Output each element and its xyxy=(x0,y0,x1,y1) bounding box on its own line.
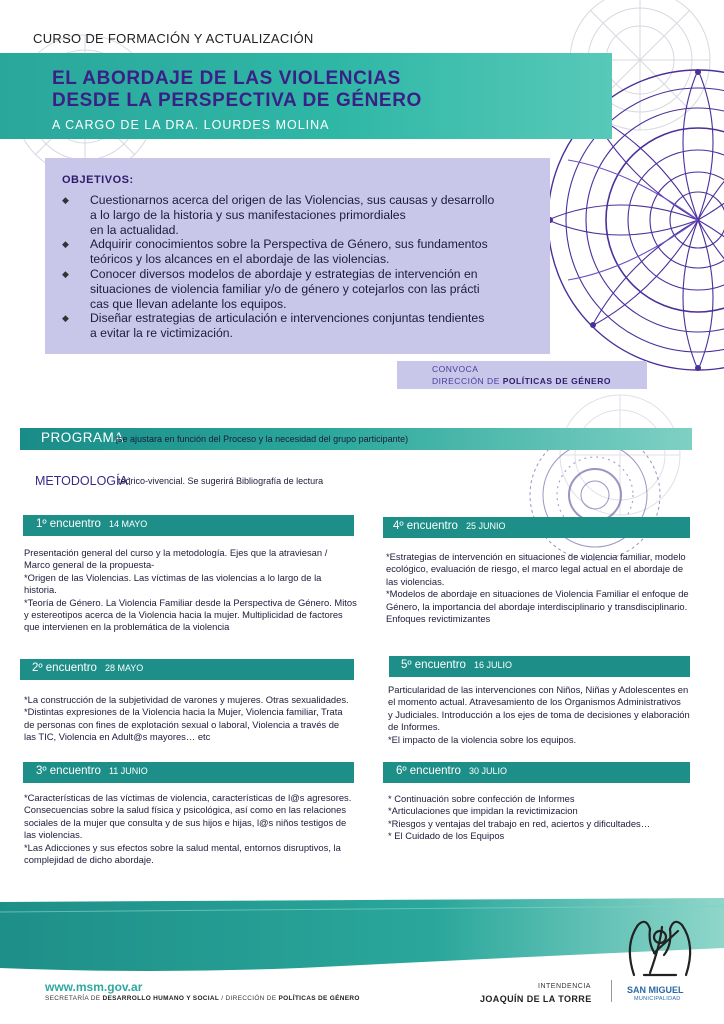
municipio-name: SAN MIGUEL xyxy=(627,985,684,995)
title-line-2: DESDE LA PERSPECTIVA DE GÉNERO xyxy=(52,90,422,111)
encuentro-3-body: *Características de las víctimas de violencia, características de l@s agresores. Consecuencias sobre la salud física y psicológica, así como en las relaciones sociales de la mujer que consulta y de sus hijos e hijas, l@s niños testigos de las violencias. *Las Adicciones y sus efectos sobre la salud mental, entornos disruptivos, la complejidad de dicho abordaje. xyxy=(24,792,352,866)
programa-note: (se ajustara en función del Proceso y la necesidad del grupo participante) xyxy=(115,434,409,444)
objective-text: Conocer diversos modelos de abordaje y estrategias de intervención en situaciones de violencia familiar y/o de género y cotejarlos con las prácti cas que llevan adelante los equipos. xyxy=(90,266,480,311)
encuentro-name: 5º encuentro xyxy=(401,659,466,671)
intendente-name: JOAQUÍN DE LA TORRE xyxy=(480,994,592,1004)
objective-item xyxy=(62,267,552,311)
title-line-1: EL ABORDAJE DE LAS VIOLENCIAS xyxy=(52,68,401,89)
encuentro-name: 6º encuentro xyxy=(396,765,461,777)
encuentro-2-body: *La construcción de la subjetividad de varones y mujeres. Otras sexualidades. *Distintas expresiones de la Violencia hacia la Mujer, Violencia familiar, Trata de personas con fines de explotación sexual o laboral, Violencia a través de las TIC, Violencia en Adult@s mayores… etc xyxy=(24,694,349,743)
direccion-name: POLÍTICAS DE GÉNERO xyxy=(278,995,360,1002)
website-link[interactable]: www.msm.gov.ar xyxy=(45,980,143,994)
metodologia-text: teórico-vivencial. Se sugerirá Bibliografía de lectura xyxy=(118,476,324,486)
objectives-heading: OBJETIVOS: xyxy=(62,174,134,186)
encuentro-date: 14 MAYO xyxy=(108,519,148,529)
subtitle: A CARGO DE LA DRA. LOURDES MOLINA xyxy=(52,118,330,132)
encuentro-date: 30 JULIO xyxy=(468,766,507,776)
secretaria-prefix: SECRETARÍA DE xyxy=(45,995,103,1002)
convoca-prefix: DIRECCIÓN DE xyxy=(432,376,503,386)
objective-item xyxy=(62,311,552,341)
diamond-bullet-icon: ◆ xyxy=(62,239,69,250)
encuentro-1-body: Presentación general del curso y la metodología. Ejes que la atraviesan / Marco general de la propuesta- *Origen de las Violencias. Las víctimas de las violencias a lo largo de la historia. *Teoría de Género. La Violencia Familiar desde la Perspectiva de Género. Mitos y estereotipos acerca de la Violencia hacia la mujer. Multiplicidad de factores que intervienen en la problemática de la violencia xyxy=(24,547,357,633)
san-miguel-angel-logo-icon xyxy=(620,915,700,983)
encuentro-date: 28 MAYO xyxy=(104,663,144,673)
diamond-bullet-icon: ◆ xyxy=(62,268,69,279)
encuentro-name: 3º encuentro xyxy=(36,765,101,777)
objective-text: Cuestionarnos acerca del origen de las Violencias, sus causas y desarrollo a lo largo de la historia y sus manifestaciones primordiales en la actualidad. xyxy=(90,193,495,237)
encuentro-date: 25 JUNIO xyxy=(465,521,506,531)
objective-text: Diseñar estrategias de articulación e intervenciones conjuntas tendientes a evitar la re victimización. xyxy=(90,311,485,341)
objectives-list xyxy=(62,193,552,341)
objective-item xyxy=(62,193,552,237)
encuentro-4-title xyxy=(393,520,505,532)
course-label: CURSO DE FORMACIÓN Y ACTUALIZACIÓN xyxy=(33,31,314,46)
convoca-label: CONVOCA xyxy=(432,364,479,374)
encuentro-4-body: *Estrategias de intervención en situaciones de violencia familiar, modelo ecológico, evaluación de riesgo, el marco legal actual en el abordaje de las violencias. *Modelos de abordaje en situaciones de Violencia Familiar el enfoque de Género, la importancia del abordaje interdisciplinario y transdisciplinario. Enfoques revictimizantes xyxy=(386,551,689,625)
convoca-organizer xyxy=(432,376,611,386)
encuentro-date: 11 JUNIO xyxy=(108,766,148,776)
page-title xyxy=(52,68,422,112)
encuentro-name: 4º encuentro xyxy=(393,520,458,532)
encuentro-2-title xyxy=(32,662,143,674)
footer-wave xyxy=(0,898,724,978)
encuentro-5-body: Particularidad de las intervenciones con Niños, Niñas y Adolescentes en el momento actual. Atravesamiento de los Organismos Administrativos y Judiciales. Introducción a los ejes de toma de decisiones y elaboración de Informes. *El impacto de la violencia sobre los equipos. xyxy=(388,684,690,745)
encuentro-name: 2º encuentro xyxy=(32,662,97,674)
encuentro-date: 16 JULIO xyxy=(473,660,512,670)
objective-text: Adquirir conocimientos sobre la Perspectiva de Género, sus fundamentos teóricos y los alcances en el abordaje de las violencias. xyxy=(90,237,488,267)
diamond-bullet-icon: ◆ xyxy=(62,313,69,324)
secretaria-separator: / DIRECCIÓN DE xyxy=(219,995,279,1002)
footer-secretaria xyxy=(45,995,360,1002)
secretaria-name: DESARROLLO HUMANO Y SOCIAL xyxy=(102,995,220,1002)
municipio-sub: MUNICIPALIDAD xyxy=(634,996,681,1002)
diamond-bullet-icon: ◆ xyxy=(62,195,69,205)
objective-item xyxy=(62,237,552,267)
footer-divider xyxy=(611,980,612,1002)
programa-title: PROGRAMA xyxy=(41,430,124,445)
convoca-organizer-name: POLÍTICAS DE GÉNERO xyxy=(502,376,611,386)
metodologia-label: METODOLOGÍA: xyxy=(35,474,132,488)
intendencia-label: INTENDENCIA xyxy=(538,983,591,990)
encuentro-1-title xyxy=(36,518,147,530)
encuentro-6-title xyxy=(396,765,507,777)
encuentro-3-title xyxy=(36,765,148,777)
encuentro-6-body: * Continuación sobre confección de Informes *Articulaciones que impidan la revictimizacion *Riesgos y ventajas del trabajo en red, aciertos y dificultades… * El Cuidado de los Equipos xyxy=(388,793,651,842)
encuentro-5-title xyxy=(401,659,512,671)
encuentro-name: 1º encuentro xyxy=(36,518,101,530)
